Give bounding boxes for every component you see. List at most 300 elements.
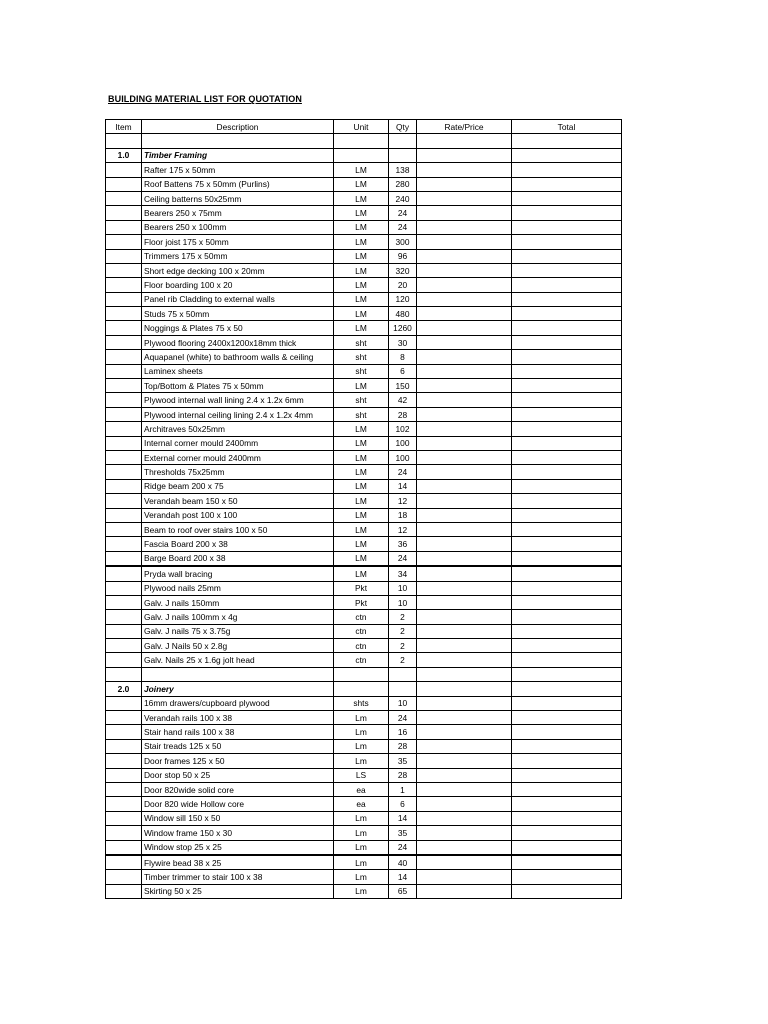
cell-total — [512, 711, 622, 725]
cell-unit: Pkt — [334, 581, 389, 595]
cell-qty: 42 — [389, 393, 417, 407]
cell-description: Short edge decking 100 x 20mm — [142, 263, 334, 277]
table-row — [106, 350, 622, 364]
cell-description: Laminex sheets — [142, 364, 334, 378]
cell-total — [512, 148, 622, 162]
table-row — [106, 191, 622, 205]
cell-qty: 2 — [389, 610, 417, 624]
cell-unit: LM — [334, 220, 389, 234]
cell-item — [106, 465, 142, 479]
cell-qty: 18 — [389, 508, 417, 522]
cell-rate — [417, 522, 512, 536]
cell-rate — [417, 307, 512, 321]
table-row — [106, 581, 622, 595]
cell-item — [106, 884, 142, 898]
table-row — [106, 393, 622, 407]
cell-total — [512, 422, 622, 436]
table-row — [106, 595, 622, 609]
cell-rate — [417, 263, 512, 277]
cell-rate — [417, 624, 512, 638]
cell-qty: 480 — [389, 307, 417, 321]
cell-description: Door 820 wide Hollow core — [142, 797, 334, 811]
cell-rate — [417, 249, 512, 263]
cell-description: Studs 75 x 50mm — [142, 307, 334, 321]
table-row — [106, 768, 622, 782]
cell-qty: 10 — [389, 581, 417, 595]
cell-unit: LM — [334, 307, 389, 321]
cell-unit — [334, 134, 389, 148]
cell-description: Plywood flooring 2400x1200x18mm thick — [142, 335, 334, 349]
section-number: 2.0 — [106, 682, 142, 696]
cell-qty: 14 — [389, 479, 417, 493]
cell-unit — [334, 667, 389, 681]
cell-description: Window stop 25 x 25 — [142, 840, 334, 855]
cell-total — [512, 551, 622, 566]
table-row — [106, 811, 622, 825]
cell-unit: ea — [334, 797, 389, 811]
cell-rate — [417, 407, 512, 421]
cell-total — [512, 220, 622, 234]
table-row — [106, 249, 622, 263]
cell-unit: ctn — [334, 624, 389, 638]
cell-total — [512, 797, 622, 811]
cell-qty: 35 — [389, 754, 417, 768]
cell-rate — [417, 667, 512, 681]
cell-rate — [417, 782, 512, 796]
table-row — [106, 551, 622, 566]
table-row — [106, 782, 622, 796]
cell-qty: 28 — [389, 407, 417, 421]
cell-unit: ctn — [334, 610, 389, 624]
cell-total — [512, 350, 622, 364]
cell-qty: 36 — [389, 537, 417, 551]
cell-total — [512, 537, 622, 551]
cell-unit: sht — [334, 393, 389, 407]
cell-total — [512, 682, 622, 696]
cell-rate — [417, 610, 512, 624]
section-number: 1.0 — [106, 148, 142, 162]
cell-item — [106, 450, 142, 464]
cell-item — [106, 364, 142, 378]
cell-description: Barge Board 200 x 38 — [142, 551, 334, 566]
cell-rate — [417, 551, 512, 566]
table-row — [106, 422, 622, 436]
table-row — [106, 220, 622, 234]
cell-item — [106, 754, 142, 768]
cell-total — [512, 307, 622, 321]
cell-qty: 16 — [389, 725, 417, 739]
cell-total — [512, 754, 622, 768]
cell-qty: 100 — [389, 436, 417, 450]
table-row — [106, 479, 622, 493]
cell-unit: Lm — [334, 725, 389, 739]
cell-unit: LM — [334, 177, 389, 191]
table-row — [106, 610, 622, 624]
cell-description: Noggings & Plates 75 x 50 — [142, 321, 334, 335]
cell-description: Window frame 150 x 30 — [142, 826, 334, 840]
cell-total — [512, 379, 622, 393]
table-row — [106, 364, 622, 378]
cell-rate — [417, 696, 512, 710]
cell-item — [106, 739, 142, 753]
cell-qty: 28 — [389, 768, 417, 782]
cell-description: Fascia Board 200 x 38 — [142, 537, 334, 551]
cell-unit: Lm — [334, 884, 389, 898]
cell-item — [106, 292, 142, 306]
cell-description — [142, 667, 334, 681]
cell-qty: 100 — [389, 450, 417, 464]
cell-unit: sht — [334, 350, 389, 364]
cell-description: Roof Battens 75 x 50mm (Purlins) — [142, 177, 334, 191]
cell-qty: 24 — [389, 711, 417, 725]
cell-item — [106, 407, 142, 421]
cell-item — [106, 551, 142, 566]
cell-total — [512, 826, 622, 840]
cell-item — [106, 653, 142, 667]
blank-row — [106, 667, 622, 681]
header-rate: Rate/Price — [417, 120, 512, 134]
cell-rate — [417, 855, 512, 870]
cell-description: Timber trimmer to stair 100 x 38 — [142, 870, 334, 884]
cell-rate — [417, 350, 512, 364]
cell-rate — [417, 566, 512, 581]
table-row — [106, 235, 622, 249]
section-title: Joinery — [142, 682, 334, 696]
cell-unit: LM — [334, 249, 389, 263]
cell-qty: 1 — [389, 782, 417, 796]
cell-unit: shts — [334, 696, 389, 710]
cell-qty: 150 — [389, 379, 417, 393]
table-row — [106, 696, 622, 710]
cell-item — [106, 335, 142, 349]
cell-item — [106, 537, 142, 551]
cell-qty: 24 — [389, 206, 417, 220]
cell-description: Door frames 125 x 50 — [142, 754, 334, 768]
cell-item — [106, 393, 142, 407]
cell-qty: 1260 — [389, 321, 417, 335]
cell-total — [512, 696, 622, 710]
cell-unit: LM — [334, 450, 389, 464]
cell-unit: LM — [334, 191, 389, 205]
cell-item — [106, 826, 142, 840]
cell-qty — [389, 682, 417, 696]
cell-item — [106, 782, 142, 796]
cell-unit: ctn — [334, 639, 389, 653]
cell-description: Window sill 150 x 50 — [142, 811, 334, 825]
cell-qty: 300 — [389, 235, 417, 249]
cell-unit: Lm — [334, 840, 389, 855]
cell-unit: LM — [334, 321, 389, 335]
cell-rate — [417, 422, 512, 436]
cell-total — [512, 479, 622, 493]
cell-qty: 24 — [389, 551, 417, 566]
cell-rate — [417, 134, 512, 148]
cell-description: Plywood nails 25mm — [142, 581, 334, 595]
cell-unit: Lm — [334, 855, 389, 870]
cell-unit: sht — [334, 335, 389, 349]
cell-item — [106, 711, 142, 725]
cell-rate — [417, 321, 512, 335]
table-row — [106, 407, 622, 421]
cell-item — [106, 134, 142, 148]
cell-item — [106, 350, 142, 364]
cell-description: Plywood internal ceiling lining 2.4 x 1.2x 4mm — [142, 407, 334, 421]
cell-description: Galv. J Nails 50 x 2.8g — [142, 639, 334, 653]
cell-total — [512, 235, 622, 249]
table-row — [106, 566, 622, 581]
cell-item — [106, 811, 142, 825]
cell-unit: ctn — [334, 653, 389, 667]
cell-item — [106, 163, 142, 177]
cell-rate — [417, 682, 512, 696]
cell-unit: LM — [334, 263, 389, 277]
table-row — [106, 739, 622, 753]
cell-qty: 6 — [389, 797, 417, 811]
cell-total — [512, 494, 622, 508]
cell-unit — [334, 682, 389, 696]
cell-item — [106, 249, 142, 263]
cell-qty: 20 — [389, 278, 417, 292]
cell-rate — [417, 335, 512, 349]
cell-item — [106, 479, 142, 493]
cell-item — [106, 610, 142, 624]
cell-rate — [417, 206, 512, 220]
cell-total — [512, 393, 622, 407]
table-body — [106, 134, 622, 899]
cell-description: Aquapanel (white) to bathroom walls & ceiling — [142, 350, 334, 364]
header-description: Description — [142, 120, 334, 134]
cell-rate — [417, 739, 512, 753]
cell-unit: sht — [334, 407, 389, 421]
header-total: Total — [512, 120, 622, 134]
cell-description: Top/Bottom & Plates 75 x 50mm — [142, 379, 334, 393]
table-row — [106, 379, 622, 393]
cell-item — [106, 595, 142, 609]
cell-description: Internal corner mould 2400mm — [142, 436, 334, 450]
cell-description: Skirting 50 x 25 — [142, 884, 334, 898]
cell-total — [512, 321, 622, 335]
cell-qty: 320 — [389, 263, 417, 277]
cell-rate — [417, 840, 512, 855]
cell-total — [512, 407, 622, 421]
table-row — [106, 436, 622, 450]
cell-total — [512, 855, 622, 870]
table-row — [106, 624, 622, 638]
cell-description: Galv. Nails 25 x 1.6g jolt head — [142, 653, 334, 667]
cell-qty — [389, 134, 417, 148]
cell-qty: 2 — [389, 653, 417, 667]
table-row — [106, 263, 622, 277]
section-title: Timber Framing — [142, 148, 334, 162]
cell-qty: 8 — [389, 350, 417, 364]
cell-item — [106, 840, 142, 855]
cell-qty: 120 — [389, 292, 417, 306]
cell-rate — [417, 811, 512, 825]
cell-item — [106, 696, 142, 710]
cell-description — [142, 134, 334, 148]
cell-qty: 12 — [389, 522, 417, 536]
cell-description: Panel rib Cladding to external walls — [142, 292, 334, 306]
cell-total — [512, 465, 622, 479]
header-qty: Qty — [389, 120, 417, 134]
cell-qty: 28 — [389, 739, 417, 753]
cell-total — [512, 768, 622, 782]
table-row — [106, 335, 622, 349]
cell-rate — [417, 235, 512, 249]
header-unit: Unit — [334, 120, 389, 134]
cell-unit: LM — [334, 537, 389, 551]
cell-item — [106, 177, 142, 191]
cell-unit: LM — [334, 522, 389, 536]
cell-item — [106, 725, 142, 739]
table-row — [106, 797, 622, 811]
cell-unit: LM — [334, 494, 389, 508]
cell-qty: 6 — [389, 364, 417, 378]
cell-description: Ridge beam 200 x 75 — [142, 479, 334, 493]
cell-qty: 24 — [389, 465, 417, 479]
cell-total — [512, 884, 622, 898]
section-header-row — [106, 148, 622, 162]
cell-rate — [417, 220, 512, 234]
cell-rate — [417, 754, 512, 768]
cell-qty: 24 — [389, 840, 417, 855]
cell-unit: LM — [334, 206, 389, 220]
cell-qty: 65 — [389, 884, 417, 898]
cell-qty: 240 — [389, 191, 417, 205]
cell-unit: LM — [334, 566, 389, 581]
table-row — [106, 307, 622, 321]
cell-qty: 14 — [389, 870, 417, 884]
cell-total — [512, 292, 622, 306]
cell-qty: 2 — [389, 624, 417, 638]
cell-description: Galv. J nails 150mm — [142, 595, 334, 609]
cell-item — [106, 667, 142, 681]
cell-unit: LM — [334, 551, 389, 566]
cell-unit: LM — [334, 465, 389, 479]
cell-unit: sht — [334, 364, 389, 378]
cell-item — [106, 566, 142, 581]
cell-description: 16mm drawers/cupboard plywood — [142, 696, 334, 710]
cell-item — [106, 220, 142, 234]
cell-description: Pryda wall bracing — [142, 566, 334, 581]
cell-item — [106, 235, 142, 249]
cell-description: Floor joist 175 x 50mm — [142, 235, 334, 249]
cell-unit: ea — [334, 782, 389, 796]
cell-total — [512, 278, 622, 292]
cell-item — [106, 191, 142, 205]
cell-description: Door stop 50 x 25 — [142, 768, 334, 782]
cell-description: Beam to roof over stairs 100 x 50 — [142, 522, 334, 536]
table-row — [106, 826, 622, 840]
cell-total — [512, 566, 622, 581]
cell-unit: Lm — [334, 826, 389, 840]
cell-item — [106, 581, 142, 595]
cell-description: Verandah beam 150 x 50 — [142, 494, 334, 508]
cell-description: Trimmers 175 x 50mm — [142, 249, 334, 263]
cell-item — [106, 307, 142, 321]
document-title: BUILDING MATERIAL LIST FOR QUOTATION — [108, 94, 302, 104]
cell-rate — [417, 826, 512, 840]
table-row — [106, 465, 622, 479]
cell-qty: 96 — [389, 249, 417, 263]
cell-description: Rafter 175 x 50mm — [142, 163, 334, 177]
cell-rate — [417, 191, 512, 205]
cell-rate — [417, 436, 512, 450]
cell-total — [512, 450, 622, 464]
cell-description: Verandah post 100 x 100 — [142, 508, 334, 522]
cell-unit: LS — [334, 768, 389, 782]
cell-qty: 35 — [389, 826, 417, 840]
cell-rate — [417, 379, 512, 393]
cell-unit: Lm — [334, 711, 389, 725]
table-row — [106, 537, 622, 551]
cell-item — [106, 522, 142, 536]
cell-rate — [417, 595, 512, 609]
cell-total — [512, 739, 622, 753]
cell-total — [512, 364, 622, 378]
cell-qty — [389, 148, 417, 162]
cell-item — [106, 206, 142, 220]
cell-description: External corner mould 2400mm — [142, 450, 334, 464]
cell-total — [512, 581, 622, 595]
cell-item — [106, 870, 142, 884]
cell-rate — [417, 450, 512, 464]
cell-qty: 102 — [389, 422, 417, 436]
cell-total — [512, 639, 622, 653]
cell-qty: 10 — [389, 595, 417, 609]
cell-rate — [417, 797, 512, 811]
cell-total — [512, 191, 622, 205]
cell-qty: 24 — [389, 220, 417, 234]
cell-total — [512, 263, 622, 277]
cell-total — [512, 624, 622, 638]
cell-rate — [417, 768, 512, 782]
table-row — [106, 840, 622, 855]
material-list-table — [105, 119, 622, 899]
cell-unit: LM — [334, 436, 389, 450]
table-row — [106, 522, 622, 536]
cell-rate — [417, 479, 512, 493]
cell-qty: 14 — [389, 811, 417, 825]
cell-unit: LM — [334, 235, 389, 249]
header-item: Item — [106, 120, 142, 134]
cell-rate — [417, 725, 512, 739]
cell-item — [106, 639, 142, 653]
table-row — [106, 494, 622, 508]
cell-rate — [417, 292, 512, 306]
cell-total — [512, 667, 622, 681]
cell-item — [106, 855, 142, 870]
table-row — [106, 321, 622, 335]
cell-unit: LM — [334, 479, 389, 493]
cell-qty: 30 — [389, 335, 417, 349]
cell-unit: Lm — [334, 870, 389, 884]
cell-qty: 280 — [389, 177, 417, 191]
cell-item — [106, 494, 142, 508]
cell-qty: 40 — [389, 855, 417, 870]
cell-rate — [417, 508, 512, 522]
cell-qty — [389, 667, 417, 681]
table-row — [106, 884, 622, 898]
cell-description: Ceiling batterns 50x25mm — [142, 191, 334, 205]
cell-total — [512, 725, 622, 739]
cell-rate — [417, 537, 512, 551]
cell-unit: LM — [334, 278, 389, 292]
cell-qty: 10 — [389, 696, 417, 710]
cell-qty: 138 — [389, 163, 417, 177]
cell-rate — [417, 884, 512, 898]
table-row — [106, 653, 622, 667]
